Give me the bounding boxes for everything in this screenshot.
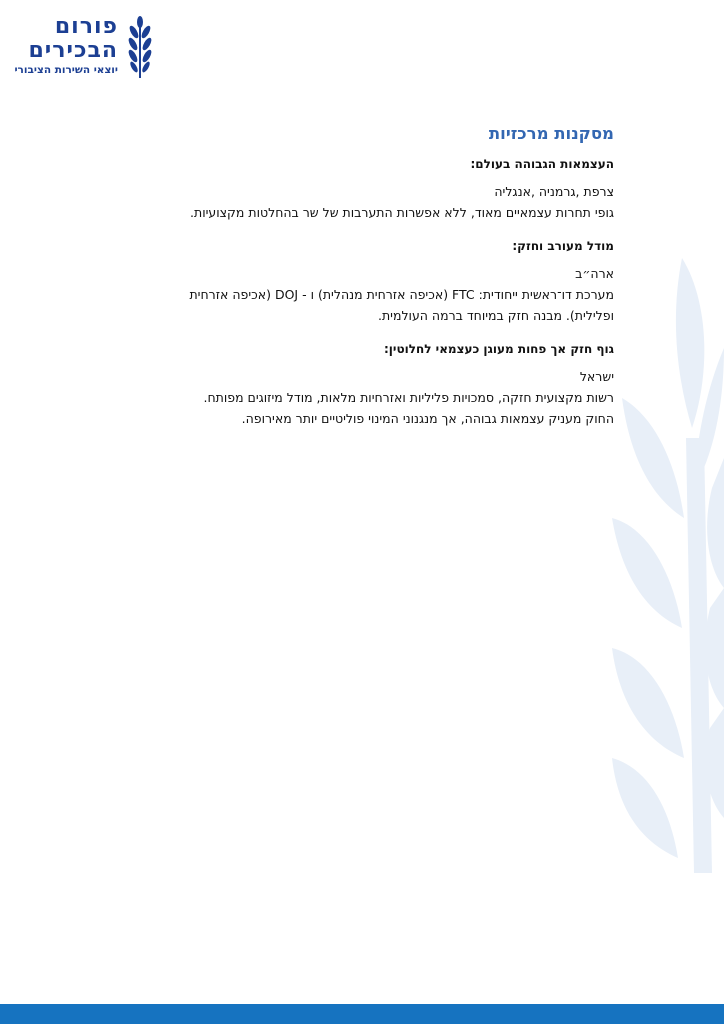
paragraph-line: רשות מקצועית חזקה, סמכויות פליליות ואזרחיות מלאות, מודל מיזוגים מפותח. <box>203 390 614 405</box>
section-paragraph <box>150 181 614 223</box>
logo-subtitle: יוצאי השירות הציבורי <box>14 64 118 76</box>
section-heading: גוף חזק אך פחות מעוגן כעצמאי לחלוטין: <box>384 342 614 356</box>
organization-logo <box>14 14 140 82</box>
section-paragraph <box>150 366 614 429</box>
wheat-sprig-icon <box>120 16 160 80</box>
section-heading: העצמאות הגבוהה בעולם: <box>470 157 614 171</box>
logo-title-line1: פורום <box>54 14 118 39</box>
logo-title-line2: הבכירים <box>28 38 118 63</box>
document-body <box>150 124 614 445</box>
paragraph-line: ארה״ב <box>575 266 614 281</box>
paragraph-line: צרפת ,גרמניה ,אנגליה <box>494 184 614 199</box>
paragraph-line: החוק מעניק עצמאות גבוהה, אך מנגנוני המינוי פוליטיים יותר מאירופה. <box>241 411 614 426</box>
section-heading: מודל מעורב וחזק: <box>512 239 614 253</box>
wheat-watermark-icon <box>612 258 724 873</box>
paragraph-line: מערכת דו־ראשית ייחודית: FTC (אכיפה אזרחית מנהלית) ו - DOJ (אכיפה אזרחית <box>189 287 614 302</box>
paragraph-line: ופלילית). מבנה חזק במיוחד ברמה העולמית. <box>377 308 614 323</box>
paragraph-line: גופי תחרות עצמאיים מאוד, ללא אפשרות התערבות של שר בהחלטות מקצועיות. <box>190 205 614 220</box>
page-title: מסקנות מרכזיות <box>488 124 614 143</box>
section-paragraph <box>150 263 614 326</box>
paragraph-line: ישראל <box>579 369 614 384</box>
footer-bar <box>0 1004 724 1024</box>
